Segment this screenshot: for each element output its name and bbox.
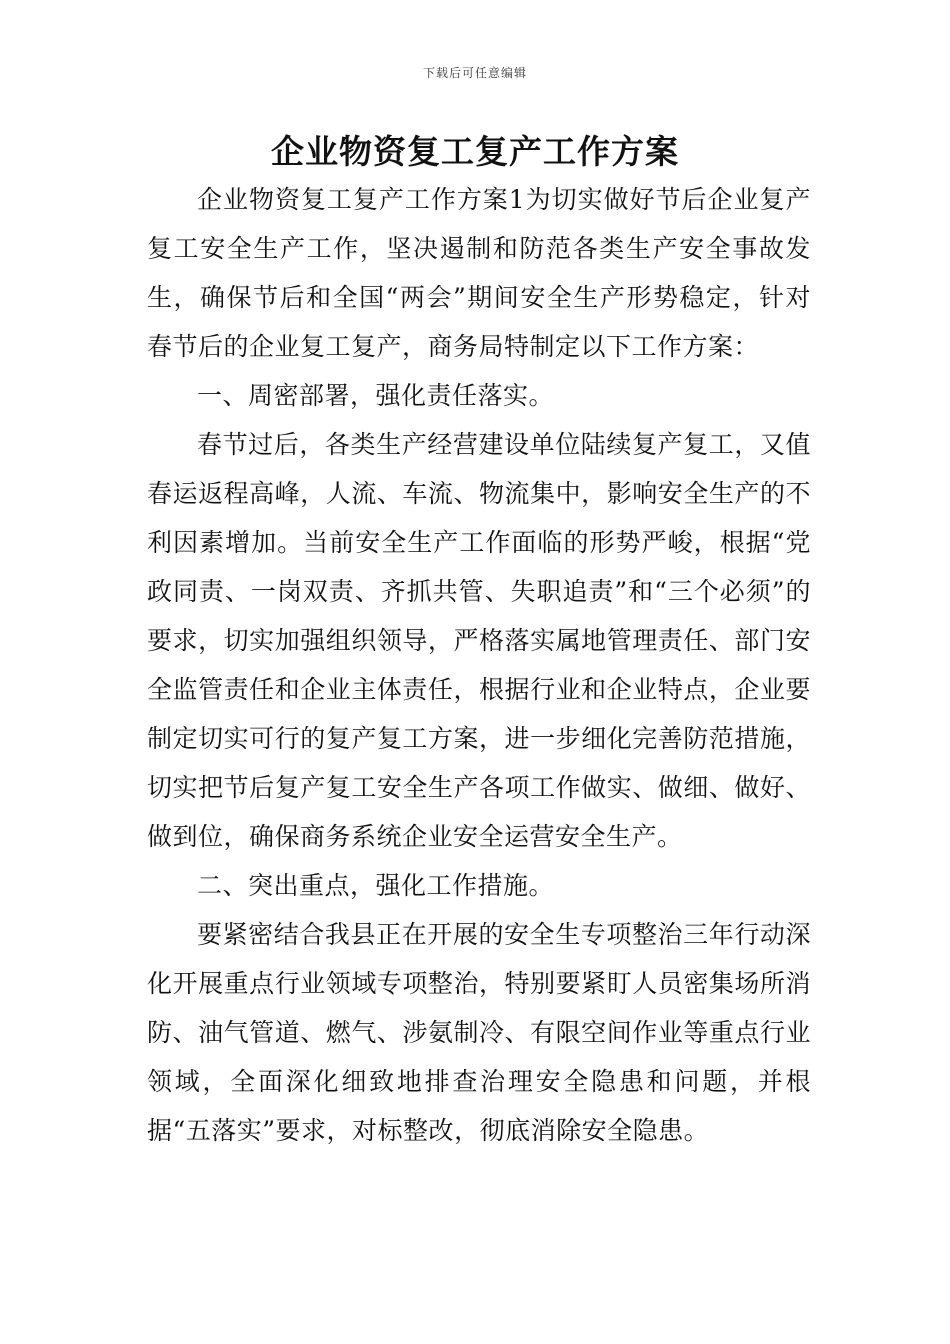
paragraph-section-1: 春节过后，各类生产经营建设单位陆续复产复工，又值春运返程高峰，人流、车流、物流集中，影响安全生产的不利因素增加。当前安全生产工作面临的形势严峻，根据“党政同责、一岗双责、齐抓共管、失职追责”和“三个必须”的要求，切实加强组织领导，严格落实属地管理责任、部门安全监管责任和企业主体责任，根据行业和企业特点，企业要制定切实可行的复产复工方案，进一步细化完善防范措施，切实把节后复产复工安全生产各项工作做实、做细、做好、做到位，确保商务系统企业安全运营安全生产。	[147, 430, 811, 851]
document-title: 企业物资复工复产工作方案	[271, 132, 679, 171]
paragraph-intro: 企业物资复工复产工作方案1为切实做好节后企业复产复工安全生产工作，坚决遏制和防范各类生产安全事故发生，确保节后和全国“两会”期间安全生产形势稳定，针对春节后的企业复工复产，商务局特制定以下工作方案：	[147, 185, 811, 361]
section-heading-2: 二、突出重点，强化工作措施。	[197, 871, 555, 900]
document-body	[147, 175, 811, 1155]
paragraph-section-2: 要紧密结合我县正在开展的安全生专项整治三年行动深化开展重点行业领域专项整治，特别要紧盯人员密集场所消防、油气管道、燃气、涉氨制冷、有限空间作业等重点行业领域，全面深化细致地排查治理安全隐患和问题，并根据“五落实”要求，对标整改，彻底消除安全隐患。	[147, 920, 811, 1145]
section-heading-1: 一、周密部署，强化责任落实。	[197, 381, 555, 410]
header-note: 下载后可任意编辑	[422, 66, 527, 80]
